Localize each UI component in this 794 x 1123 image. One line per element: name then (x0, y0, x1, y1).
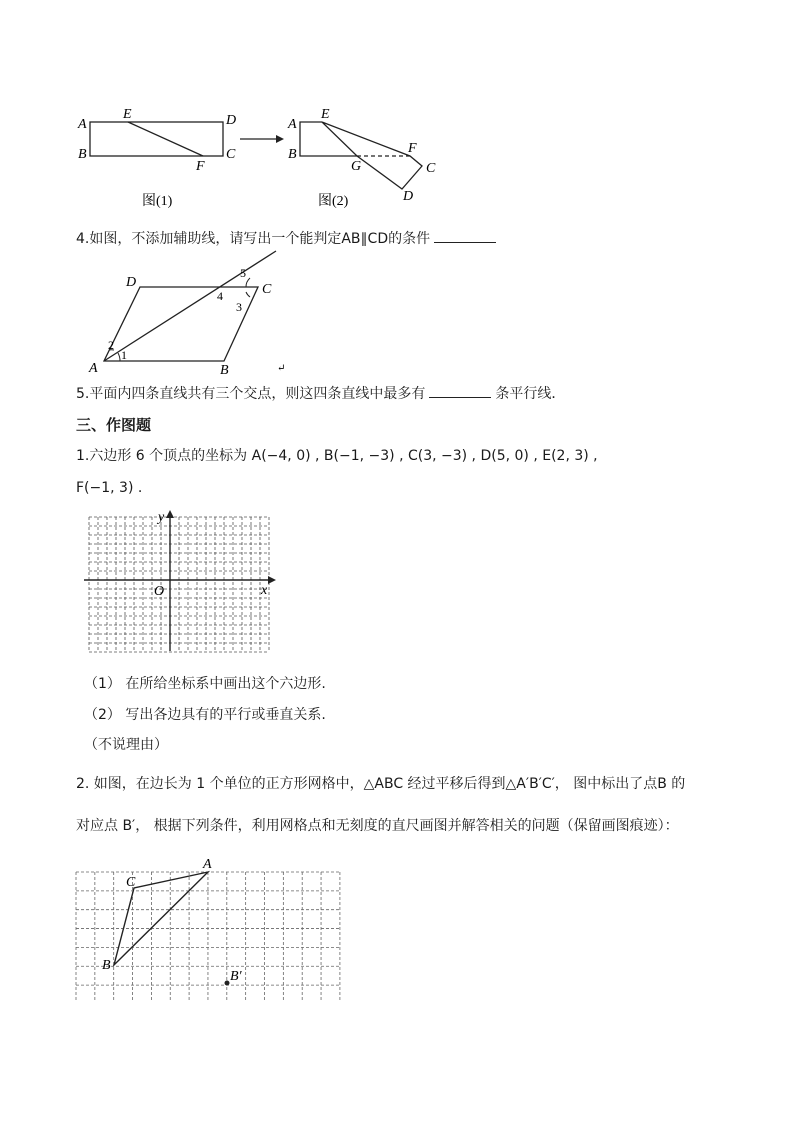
p2-label-a: A (203, 857, 212, 872)
p1-sub2: （2） 写出各边具有的平行或垂直关系. (84, 707, 326, 723)
q5-prompt-before: 5.平面内四条直线共有三个交点，则这四条直线中最多有 (76, 386, 426, 402)
fig2-label-e: E (321, 107, 330, 122)
p1-line2: F(−1, 3) . (76, 480, 143, 496)
p1-sub1: （1） 在所给坐标系中画出这个六边形. (84, 676, 326, 692)
q4-label-3: 3 (236, 300, 242, 314)
q4-answer-blank[interactable] (434, 228, 496, 243)
q4-label-d: D (126, 275, 137, 290)
q5-answer-blank[interactable] (429, 383, 491, 398)
angle-arc-3 (246, 292, 250, 297)
fig1-label-e: E (123, 107, 132, 122)
y-axis-arrow (166, 510, 174, 518)
q5-text (76, 383, 565, 404)
parallelogram-abcd (104, 287, 258, 361)
folding-figures (70, 100, 450, 215)
fig2-label-f: F (408, 141, 417, 156)
fig1-label-b: B (78, 147, 87, 162)
arrow-head (276, 135, 284, 143)
fig2-label-g: G (351, 159, 362, 174)
fig1-label-d: D (226, 113, 237, 128)
grid-lines (89, 517, 269, 652)
q4-label-2: 2 (108, 338, 114, 352)
q4-label-1: 1 (121, 348, 127, 362)
q4-label-5: 5 (240, 266, 246, 280)
q4-label-b: B (220, 363, 229, 375)
fig2-label-a: A (288, 117, 297, 132)
p2-label-b-prime: B′ (230, 969, 242, 984)
point-b-prime (225, 981, 230, 986)
diagonal-ac-extended (104, 251, 276, 361)
fig2-left-part (300, 122, 357, 156)
fig2-label-d: D (403, 189, 414, 204)
q4-label-a: A (89, 361, 98, 375)
fig1-label-c: C (226, 147, 236, 162)
fig1-fold-line (128, 122, 203, 156)
translation-grid-figure (70, 855, 350, 1010)
x-axis-label: x (261, 583, 268, 598)
angle-arc-1 (118, 353, 120, 361)
p2-label-c: C (126, 875, 136, 890)
q4-prompt: 4.如图，不添加辅助线，请写出一个能判定AB∥CD的条件 (76, 231, 431, 247)
fig2-label-c: C (426, 161, 436, 176)
q4-label-4: 4 (217, 289, 223, 303)
p2-line1: 2. 如图，在边长为 1 个单位的正方形网格中，△ABC 经过平移后得到△A′B′C′， 图中标出了点B 的 (76, 776, 686, 792)
return-mark: ↵ (277, 363, 286, 374)
fig1-rectangle (90, 122, 223, 156)
origin-label: O (154, 584, 165, 599)
q5-prompt-after: 条平行线． (495, 386, 566, 402)
fig2-caption: 图(2) (318, 194, 349, 209)
coordinate-grid (80, 508, 280, 656)
fig1-caption: 图(1) (142, 194, 173, 209)
y-axis-label: y (158, 510, 165, 525)
section-heading: 三、作图题 (76, 416, 152, 434)
q4-parallelogram-figure (80, 250, 300, 375)
square-grid (76, 872, 340, 1001)
fig2-label-b: B (288, 147, 297, 162)
angle-arc-4-5 (246, 278, 250, 287)
fig1-label-a: A (78, 117, 87, 132)
q4-text (76, 228, 500, 249)
p1-note: （不说理由） (84, 737, 168, 753)
p1-line1: 1.六边形 6 个顶点的坐标为 A(−4, 0) , B(−1, −3) , C(3, −3) , D(5, 0) , E(2, 3) , (76, 448, 598, 464)
q4-label-c: C (262, 282, 272, 297)
fig1-label-f: F (196, 159, 205, 174)
p2-line2: 对应点 B′， 根据下列条件，利用网格点和无刻度的直尺画图并解答相关的问题（保留画图痕迹）： (76, 818, 679, 834)
p2-label-b: B (102, 958, 111, 973)
x-axis-arrow (268, 576, 276, 584)
